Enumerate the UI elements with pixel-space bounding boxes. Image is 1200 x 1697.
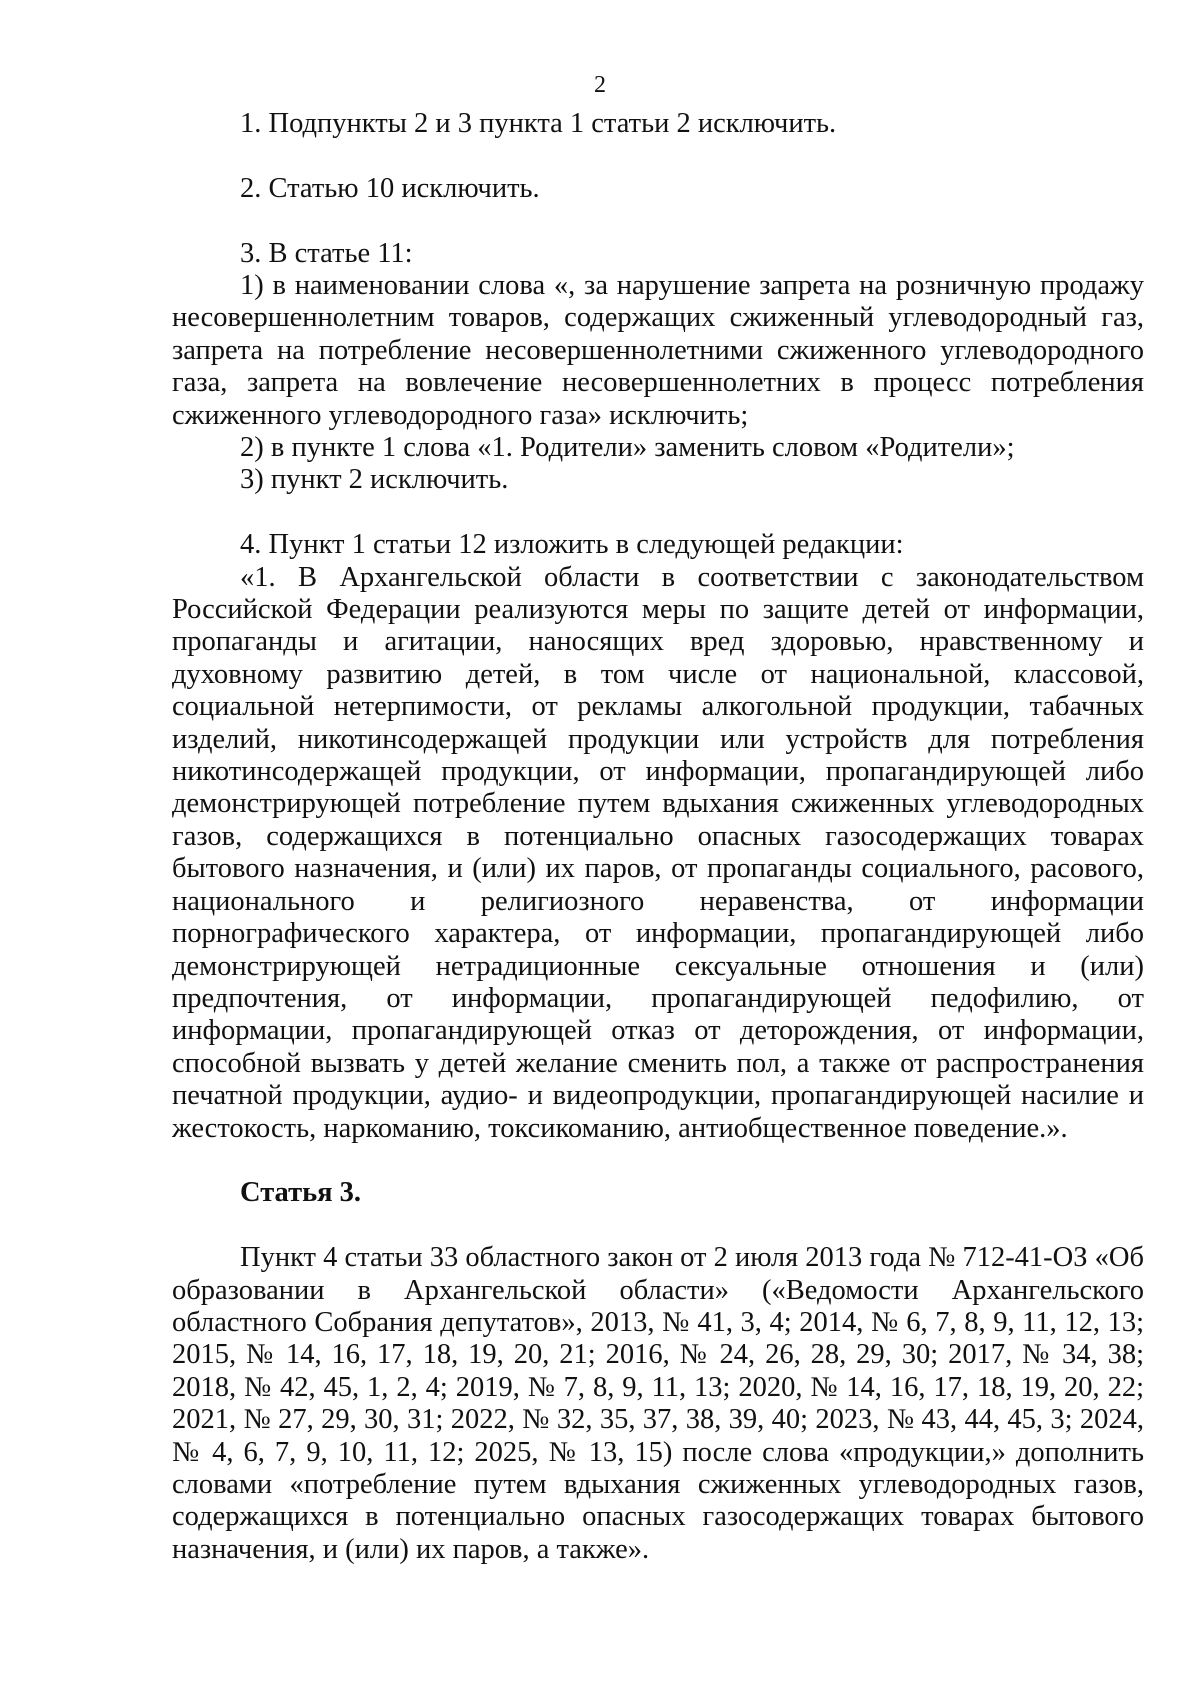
paragraph-spacer	[172, 497, 1144, 529]
page-number: 2	[594, 72, 606, 98]
paragraph-spacer	[172, 205, 1144, 237]
article-3-text: Пункт 4 статьи 33 областного закон от 2 июля 2013 года № 712-41-ОЗ «Об образовании в Архангельской области» («Ведомости Архангельского областного Собрания депутатов», 2013, № 41, 3, 4; 2014, № 6, 7, 8, 9, 11, 12, 13; 2015, № 14, 16, 17, 18, 19, 20, 21; 2016, № 24, 26, 28, 29, 30; 2017, № 34, 38; 2018, № 42, 45, 1, 2, 4; 2019, № 7, 8, 9, 11, 13; 2020, № 14, 16, 17, 18, 19, 20, 22; 2021, № 27, 29, 30, 31; 2022, № 32, 35, 37, 38, 39, 40; 2023, № 43, 44, 45, 3; 2024, № 4, 6, 7, 9, 10, 11, 12; 2025, № 13, 15) после слова «продукции,» дополнить словами «потребление путем вдыхания сжиженных углеводородных газов, содержащихся в потенциально опасных газосодержащих товарах бытового назначения, и (или) их паров, а также».	[172, 1242, 1144, 1565]
document-body	[172, 108, 1144, 1566]
paragraph-item-2: 2. Статью 10 исключить.	[240, 172, 540, 204]
paragraph-spacer	[172, 1210, 1144, 1242]
subitem-2: 2) в пункте 1 слова «1. Родители» заменить словом «Родители»;	[240, 432, 1015, 464]
subitem-1: 1) в наименовании слова «, за нарушение запрета на розничную продажу несовершеннолетним товаров, содержащих сжиженный углеводородный газ, запрета на потребление несовершеннолетними сжиженного углеводородного газа, запрета на вовлечение несовершеннолетних в процесс потребления сжиженного углеводородного газа» исключить;	[172, 270, 1144, 431]
paragraph-spacer	[172, 140, 1144, 172]
paragraph-spacer	[172, 1145, 1144, 1177]
paragraph-item-3: 3. В статье 11:	[240, 237, 413, 269]
article-heading: Статья 3.	[240, 1177, 362, 1209]
paragraph-item-1: 1. Подпункты 2 и 3 пункта 1 статьи 2 исключить.	[240, 108, 837, 139]
subitem-3: 3) пункт 2 исключить.	[240, 464, 509, 496]
quoted-amendment: «1. В Архангельской области в соответствии с законодательством Российской Федерации реализуются меры по защите детей от информации, пропаганды и агитации, наносящих вред здоровью, нравственному и духовному развитию детей, в том числе от национальной, классовой, социальной нетерпимости, от рекламы алкогольной продукции, табачных изделий, никотинсодержащей продукции или устройств для потребления никотинсодержащей продукции, от информации, пропагандирующей либо демонстрирующей потребление путем вдыхания сжиженных углеводородных газов, содержащихся в потенциально опасных газосодержащих товарах бытового назначения, и (или) их паров, от пропаганды социального, расового, национального и религиозного неравенства, от информации порнографического характера, от информации, пропагандирующей либо демонстрирующей нетрадиционные сексуальные отношения и (или) предпочтения, от информации, пропагандирующей педофилию, от информации, пропагандирующей отказ от деторождения, от информации, способной вызвать у детей желание сменить пол, а также от распространения печатной продукции, аудио- и видеопродукции, пропагандирующей насилие и жестокость, наркоманию, токсикоманию, антиобщественное поведение.».	[172, 561, 1144, 1144]
paragraph-item-4: 4. Пункт 1 статьи 12 изложить в следующей редакции:	[240, 529, 904, 561]
